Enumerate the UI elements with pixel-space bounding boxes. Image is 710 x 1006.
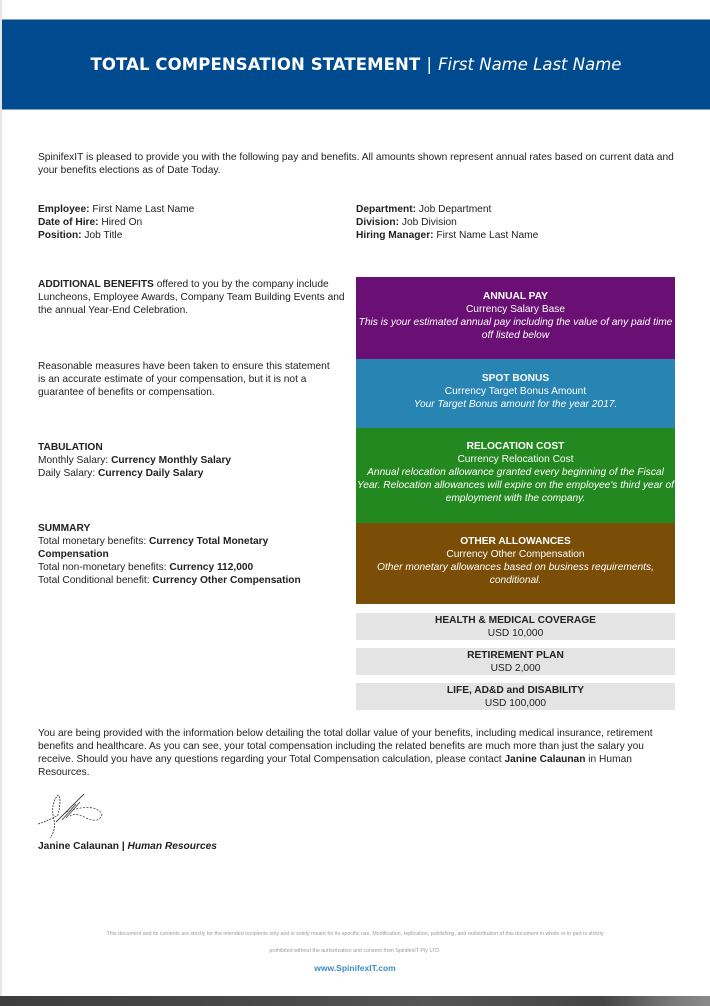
box-description: Your Target Bonus amount for the year 2017. bbox=[413, 399, 618, 410]
company-website-link[interactable]: www.SpinifexIT.com bbox=[314, 963, 396, 973]
life-disability-box bbox=[356, 683, 675, 710]
info-row-position bbox=[38, 229, 338, 242]
info-row-date-of-hire bbox=[38, 216, 338, 229]
annual-pay-box bbox=[356, 277, 675, 359]
viewer-bottom-bar bbox=[0, 996, 710, 1006]
health-coverage-box bbox=[356, 613, 675, 640]
intro-paragraph: SpinifexIT is pleased to provide you with the following pay and benefits. All amounts shown represent annual rates based on current data and your benefits elections as of Date Today. bbox=[38, 152, 674, 176]
info-value: Job Department bbox=[418, 204, 492, 215]
closing-text: You are being provided with the information below detailing the total dollar value of your benefits, including medical insurance, retirement benefits and healthcare. As you can see, your total compensation including the related benefits are much more than just the salary you receive. Should you have any questions regarding your Total Compensation calculation, please contact bbox=[38, 728, 653, 765]
info-label: Date of Hire: bbox=[38, 217, 99, 228]
other-allowances-box bbox=[356, 523, 675, 604]
box-amount: Currency Relocation Cost bbox=[457, 454, 574, 465]
additional-benefits-heading: ADDITIONAL BENEFITS bbox=[38, 279, 154, 290]
signatory-department: Human Resources bbox=[127, 841, 217, 852]
summary-row bbox=[38, 574, 338, 587]
box-title: RELOCATION COST bbox=[466, 441, 565, 452]
handwritten-signature bbox=[36, 790, 106, 840]
summary-value: Currency 112,000 bbox=[169, 562, 254, 573]
summary-row bbox=[38, 561, 338, 574]
box-title: OTHER ALLOWANCES bbox=[460, 536, 571, 547]
info-label: Department: bbox=[356, 204, 417, 215]
relocation-cost-box bbox=[356, 428, 675, 523]
retirement-plan-box bbox=[356, 648, 675, 675]
box-amount: Currency Target Bonus Amount bbox=[444, 386, 587, 397]
box-description: This is your estimated annual pay including the value of any paid time off listed below bbox=[358, 317, 673, 341]
tabulation-section bbox=[38, 441, 338, 480]
signatory-separator: | bbox=[121, 841, 125, 852]
footer-legal-line-1: This document and its contents are strictly for the intended recipients only and is solely meant for its specific use. Modification, replication, publishing, and redistribution of this document in whole or in part is strictly bbox=[106, 931, 604, 937]
tabulation-row bbox=[38, 467, 338, 480]
box-amount: Currency Other Compensation bbox=[446, 549, 585, 560]
summary-label: Total non-monetary benefits: bbox=[38, 562, 167, 573]
summary-value: Currency Other Compensation bbox=[152, 575, 301, 586]
summary-value: Currency Total Monetary Compensation bbox=[38, 536, 269, 560]
tabulation-value: Currency Daily Salary bbox=[98, 468, 204, 479]
info-label: Hiring Manager: bbox=[356, 230, 434, 241]
info-label: Employee: bbox=[38, 204, 90, 215]
summary-label: Total monetary benefits: bbox=[38, 536, 147, 547]
info-value: Job Division bbox=[401, 217, 457, 228]
tabulation-value: Currency Monthly Salary bbox=[111, 455, 232, 466]
benefit-amount: USD 10,000 bbox=[487, 628, 544, 639]
box-title: SPOT BONUS bbox=[481, 373, 550, 384]
box-description: Other monetary allowances based on business requirements, conditional. bbox=[377, 562, 654, 586]
summary-section bbox=[38, 522, 338, 587]
employee-info-left bbox=[38, 203, 338, 242]
info-value: First Name Last Name bbox=[92, 204, 195, 215]
info-row-department bbox=[356, 203, 676, 216]
additional-benefits-text: offered to you by the company include Luncheons, Employee Awards, Company Team Building Events and the annual Year-End Celebration. bbox=[38, 279, 345, 316]
benefit-amount: USD 2,000 bbox=[490, 663, 541, 674]
tabulation-label: Monthly Salary: bbox=[38, 455, 109, 466]
benefit-amount: USD 100,000 bbox=[484, 698, 547, 709]
signatory-line bbox=[38, 840, 338, 853]
info-row-hiring-manager bbox=[356, 229, 676, 242]
box-description: Annual relocation allowance granted every beginning of the Fiscal Year. Relocation allowances will expire on the employee's third year of employment with the company. bbox=[357, 467, 674, 504]
info-row-division bbox=[356, 216, 676, 229]
additional-benefits bbox=[38, 278, 348, 317]
info-value: Hired On bbox=[101, 217, 143, 228]
footer-legal-line-2: prohibited without the authorization and consent from SpinifexIT Pty LTD. bbox=[269, 948, 441, 954]
page-edge bbox=[0, 0, 2, 1006]
signatory-name: Janine Calaunan bbox=[38, 841, 119, 852]
box-amount: Currency Salary Base bbox=[465, 304, 566, 315]
box-title: ANNUAL PAY bbox=[483, 291, 548, 302]
tabulation-label: Daily Salary: bbox=[38, 468, 96, 479]
info-value: First Name Last Name bbox=[436, 230, 539, 241]
closing-suffix: in Human Resources. bbox=[38, 754, 632, 778]
summary-heading: SUMMARY bbox=[38, 523, 91, 534]
tabulation-row bbox=[38, 454, 338, 467]
summary-label: Total Conditional benefit: bbox=[38, 575, 150, 586]
disclaimer-paragraph: Reasonable measures have been taken to ensure this statement is an accurate estimate of your compensation, but it is not a guarantee of benefits or compensation. bbox=[38, 361, 330, 398]
employee-name-title: First Name Last Name bbox=[438, 55, 622, 74]
closing-paragraph bbox=[38, 727, 678, 779]
title-separator: | bbox=[426, 54, 433, 75]
info-label: Position: bbox=[38, 230, 82, 241]
benefit-title: HEALTH & MEDICAL COVERAGE bbox=[435, 615, 596, 626]
info-row-employee bbox=[38, 203, 338, 216]
employee-info-right bbox=[356, 203, 676, 242]
benefit-title: LIFE, AD&D and DISABILITY bbox=[446, 685, 585, 696]
header-banner bbox=[2, 19, 710, 110]
summary-row bbox=[38, 535, 338, 561]
info-value: Job Title bbox=[84, 230, 123, 241]
tabulation-heading: TABULATION bbox=[38, 442, 103, 453]
hr-contact-name: Janine Calaunan bbox=[504, 754, 586, 765]
benefit-title: RETIREMENT PLAN bbox=[467, 650, 564, 661]
spot-bonus-box bbox=[356, 359, 675, 428]
info-label: Division: bbox=[356, 217, 400, 228]
page-title: TOTAL COMPENSATION STATEMENT bbox=[90, 55, 421, 74]
